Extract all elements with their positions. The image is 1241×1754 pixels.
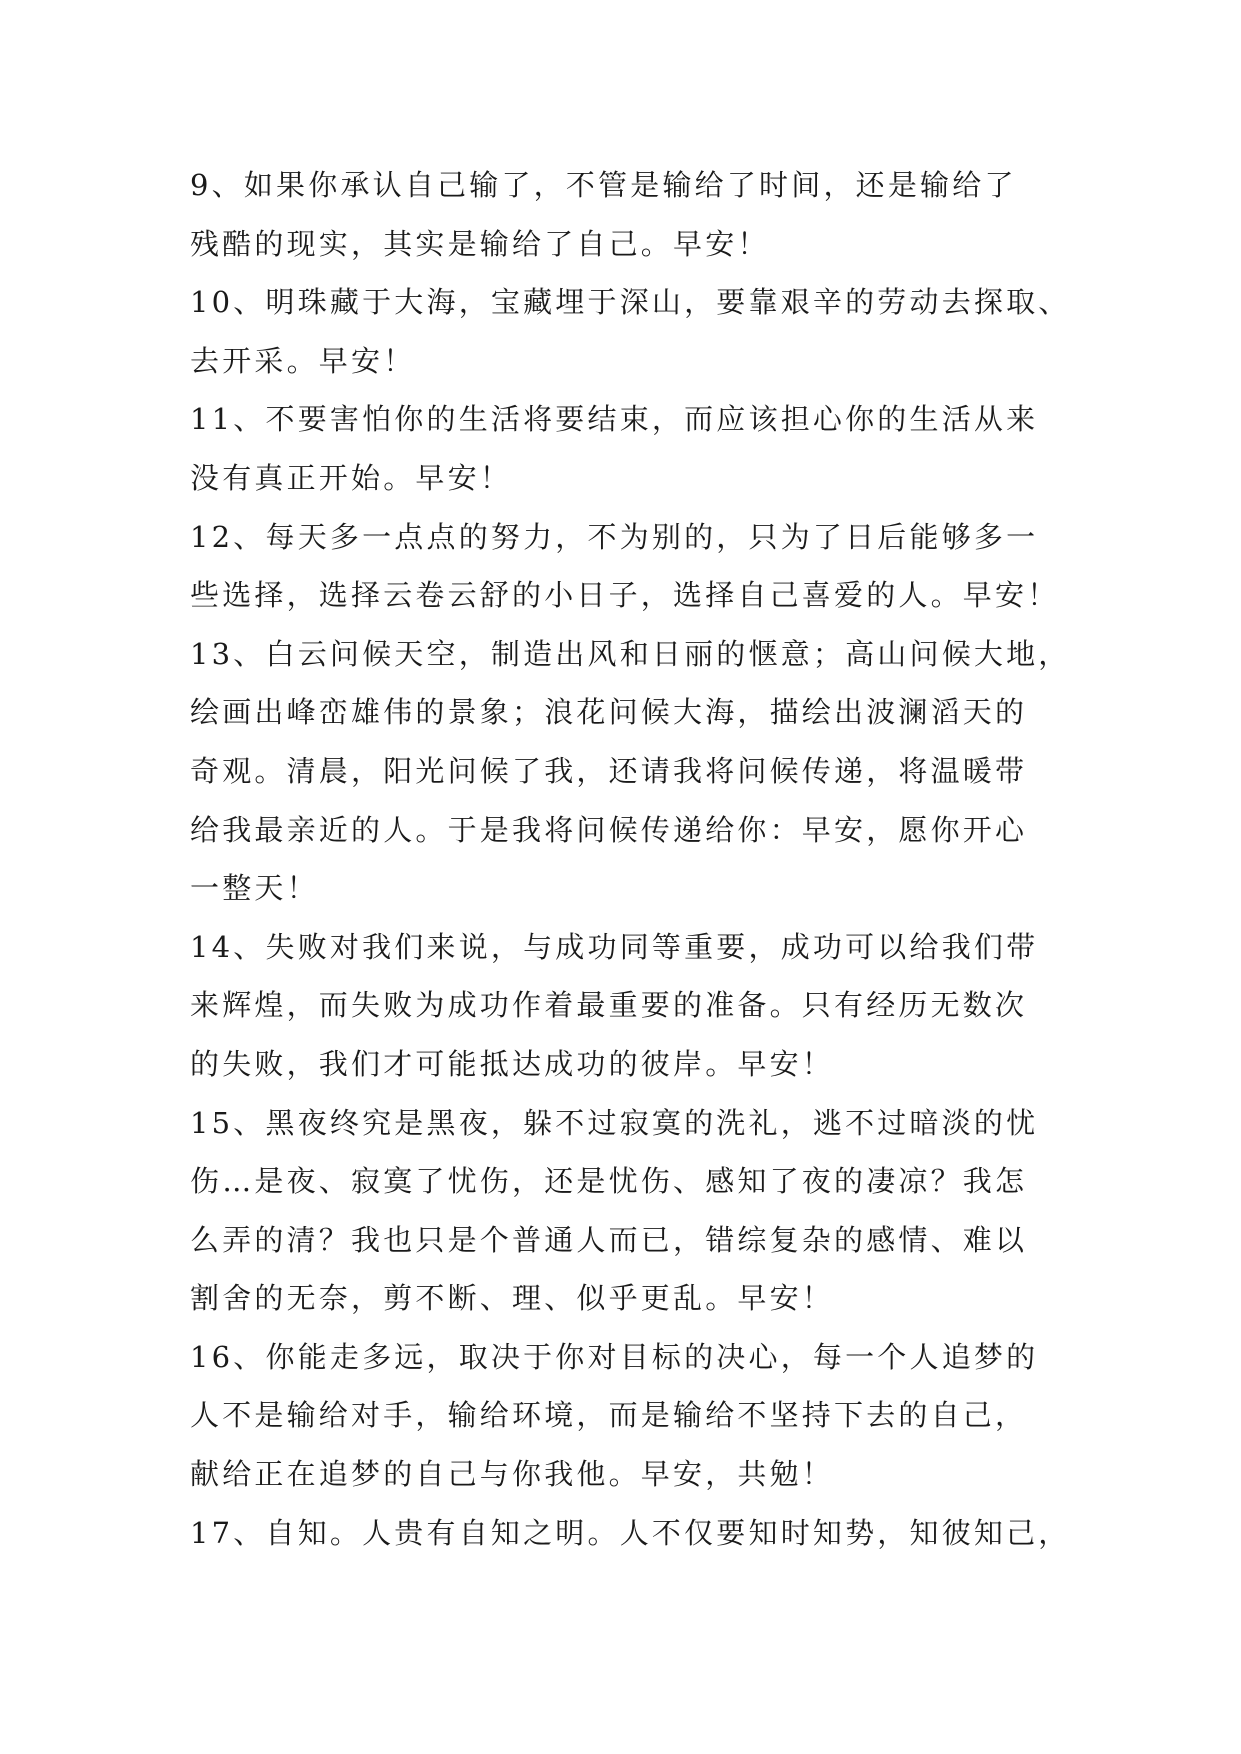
text-line: 来辉煌，而失败为成功作着最重要的准备。只有经历无数次 — [190, 988, 1028, 1023]
text-line: 的失败，我们才可能抵达成功的彼岸。早安！ — [190, 1046, 835, 1081]
text-line: 给我最亲近的人。于是我将问候传递给你：早安，愿你开心 — [190, 812, 1028, 847]
text-line: 12、每天多一点点的努力，不为别的，只为了日后能够多一 — [190, 519, 1039, 554]
text-line: 17、自知。人贵有自知之明。人不仅要知时知势，知彼知己， — [190, 1515, 1071, 1550]
text-line: 残酷的现实，其实是输给了自己。早安！ — [190, 226, 770, 261]
text-line: 一整天！ — [190, 871, 319, 906]
text-line: 绘画出峰峦雄伟的景象；浪花问候大海，描绘出波澜滔天的 — [190, 695, 1028, 730]
text-line: 奇观。清晨，阳光问候了我，还请我将问候传递，将温暖带 — [190, 753, 1028, 788]
text-line: 么弄的清？我也只是个普通人而已，错综复杂的感情、难以 — [190, 1222, 1028, 1257]
text-line: 16、你能走多远，取决于你对目标的决心，每一个人追梦的 — [190, 1339, 1039, 1374]
text-line: 没有真正开始。早安！ — [190, 460, 513, 495]
text-line: 13、白云问候天空，制造出风和日丽的惬意；高山问候大地， — [190, 636, 1071, 671]
text-line: 14、失败对我们来说，与成功同等重要，成功可以给我们带 — [190, 929, 1039, 964]
text-line: 去开采。早安！ — [190, 343, 416, 378]
text-line: 10、明珠藏于大海，宝藏埋于深山，要靠艰辛的劳动去探取、 — [190, 285, 1071, 320]
document-body — [190, 156, 1070, 1562]
text-line: 人不是输给对手，输给环境，而是输给不坚持下去的自己， — [190, 1398, 1028, 1433]
text-line: 伤…是夜、寂寞了忧伤，还是忧伤、感知了夜的凄凉？我怎 — [190, 1164, 1028, 1199]
text-line: 献给正在追梦的自己与你我他。早安，共勉！ — [190, 1457, 835, 1492]
text-line: 9、如果你承认自己输了，不管是输给了时间，还是输给了 — [190, 168, 1017, 202]
text-line: 11、不要害怕你的生活将要结束，而应该担心你的生活从来 — [190, 402, 1039, 437]
text-line: 些选择，选择云卷云舒的小日子，选择自己喜爱的人。早安！ — [190, 578, 1060, 613]
text-line: 割舍的无奈，剪不断、理、似乎更乱。早安！ — [190, 1281, 835, 1316]
text-line: 15、黑夜终究是黑夜，躲不过寂寞的洗礼，逃不过暗淡的忧 — [190, 1105, 1039, 1140]
